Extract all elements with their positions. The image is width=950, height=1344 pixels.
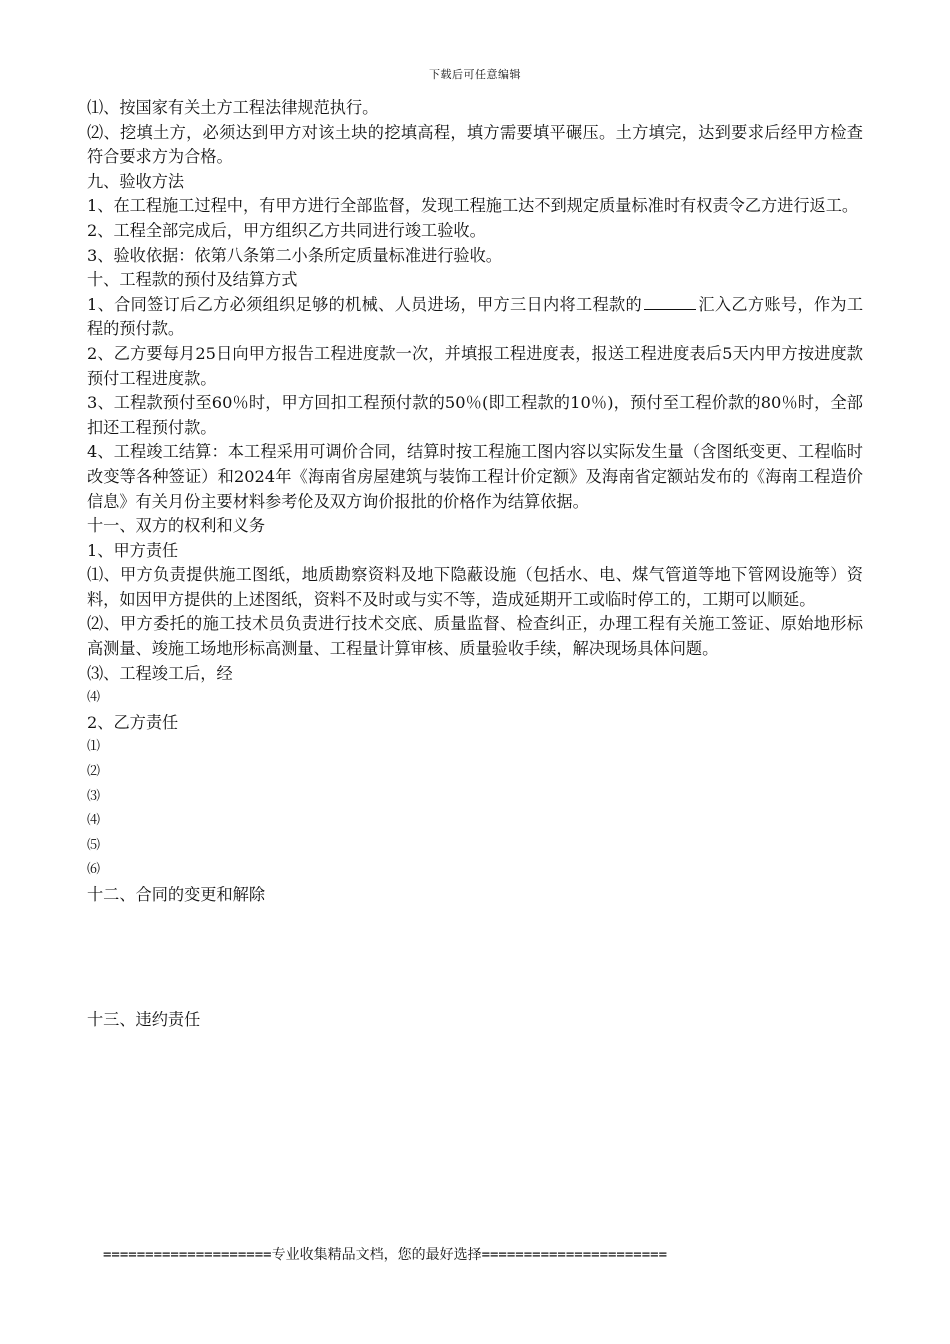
page-header: 下载后可任意编辑 bbox=[429, 68, 521, 81]
section-heading-liability: 十三、违约责任 bbox=[87, 1009, 201, 1029]
section-heading-acceptance: 九、验收方法 bbox=[87, 171, 185, 191]
section-heading-rights-obligations: 十一、双方的权利和义务 bbox=[87, 516, 266, 536]
document-body bbox=[87, 96, 863, 1032]
clause-line: 3、工程款预付至60％时，甲方回扣工程预付款的50％(即工程款的10％)，预付至工程价款的80％时，全部扣还工程预付款。 bbox=[87, 393, 863, 437]
clause-line: ⑵ bbox=[87, 764, 101, 780]
clause-line: ⑶、工程竣工后，经 bbox=[87, 663, 233, 683]
subsection-heading-party-b: 2、乙方责任 bbox=[87, 712, 179, 732]
clause-line: 4、工程竣工结算：本工程采用可调价合同，结算时按工程施工图内容以实际发生量（含图纸变更、工程临时改变等各种签证）和2024年《海南省房屋建筑与装饰工程计价定额》及海南省定额站发布的《海南工程造价信息》有关月份主要材料参考伦及双方询价报批的价格作为结算依据。 bbox=[87, 442, 863, 511]
clause-text: 1、合同签订后乙方必须组织足够的机械、人员进场，甲方三日内将工程款的 bbox=[87, 294, 643, 314]
clause-line: ⑵、甲方委托的施工技术员负责进行技术交底、质量监督、检查纠正，办理工程有关施工签证、原始地形标高测量、竣施工场地形标高测量、工程量计算审核、质量验收手续，解决现场具体问题。 bbox=[87, 614, 863, 659]
clause-line: ⑷ bbox=[87, 690, 101, 706]
clause-text: 汇入乙方账号，作为工程的预付款。 bbox=[87, 294, 864, 339]
clause-line: 2、乙方要每月25日向甲方报告工程进度款一次，并填报工程进度表，报送工程进度表后5天内甲方按进度款预付工程进度款。 bbox=[87, 343, 863, 388]
clause-line: 2、工程全部完成后，甲方组织乙方共同进行竣工验收。 bbox=[87, 220, 486, 240]
clause-line: ⑹ bbox=[87, 862, 101, 878]
clause-line: ⑴、按国家有关土方工程法律规范执行。 bbox=[87, 98, 379, 117]
clause-line: ⑶ bbox=[87, 788, 101, 804]
page-footer: ====================专业收集精品文档，您的最好选择====================== bbox=[103, 1247, 668, 1263]
section-heading-contract-change: 十二、合同的变更和解除 bbox=[87, 885, 266, 904]
section-heading-payment: 十、工程款的预付及结算方式 bbox=[87, 270, 298, 290]
clause-line: ⑷ bbox=[87, 813, 101, 829]
clause-line: 1、在工程施工过程中，有甲方进行全部监督，发现工程施工达不到规定质量标准时有权责令乙方进行返工。 bbox=[87, 196, 859, 216]
subsection-heading-party-a: 1、甲方责任 bbox=[87, 540, 179, 560]
clause-line: ⑴ bbox=[87, 739, 101, 755]
blank-space bbox=[87, 908, 863, 1008]
clause-line-advance-payment bbox=[87, 293, 863, 342]
clause-line: ⑵、挖填土方，必须达到甲方对该土块的挖填高程，填方需要填平碾压。土方填完，达到要求后经甲方检查符合要求方为合格。 bbox=[87, 122, 863, 167]
clause-line: ⑴、甲方负责提供施工图纸，地质勘察资料及地下隐蔽设施（包括水、电、煤气管道等地下管网设施等）资料，如因甲方提供的上述图纸，资料不及时或与实不等，造成延期开工或临时停工的，工期可以顺延。 bbox=[87, 565, 863, 609]
clause-line: 3、验收依据：依第八条第二小条所定质量标准进行验收。 bbox=[87, 245, 502, 265]
fill-in-blank[interactable] bbox=[644, 295, 696, 310]
clause-line: ⑸ bbox=[87, 837, 101, 853]
